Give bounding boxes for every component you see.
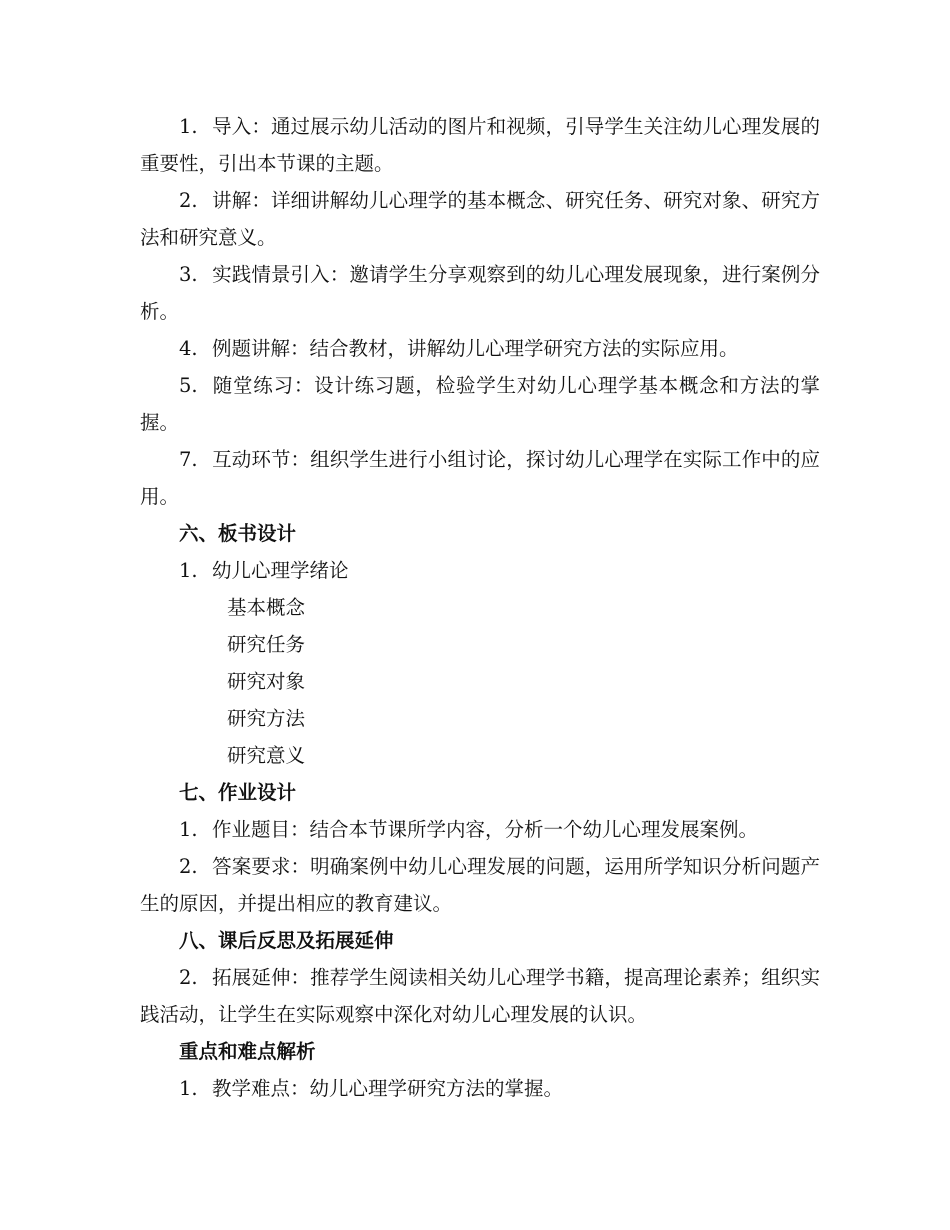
- homework-item-1: 1. 作业题目：结合本节课所学内容，分析一个幼儿心理发展案例。: [179, 818, 759, 841]
- board-design-item: 1. 幼儿心理学绪论: [179, 559, 349, 582]
- process-item-3: 3. 实践情景引入：邀请学生分享观察到的幼儿心理发展现象，进行案例分析。: [140, 263, 820, 323]
- section-heading-reflection: 八、课后反思及拓展延伸: [179, 929, 394, 952]
- process-item-1: 1. 导入：通过展示幼儿活动的图片和视频，引导学生关注幼儿心理发展的重要性，引出本节课的主题。: [140, 115, 820, 175]
- section-heading-key-points: 重点和难点解析: [179, 1040, 316, 1063]
- board-subitem-basic-concepts: 基本概念: [227, 596, 306, 619]
- document-body: [140, 108, 820, 1107]
- board-subitem-research-tasks: 研究任务: [227, 633, 306, 656]
- section-heading-homework: 七、作业设计: [179, 781, 297, 804]
- process-item-4: 4. 例题讲解：结合教材，讲解幼儿心理学研究方法的实际应用。: [179, 337, 739, 360]
- process-item-7: 7. 互动环节：组织学生进行小组讨论，探讨幼儿心理学在实际工作中的应用。: [140, 448, 820, 508]
- board-subitem-research-significance: 研究意义: [227, 744, 306, 767]
- process-item-5: 5. 随堂练习：设计练习题，检验学生对幼儿心理学基本概念和方法的掌握。: [140, 374, 820, 434]
- section-heading-board-design: 六、板书设计: [179, 522, 297, 545]
- process-item-2: 2. 讲解：详细讲解幼儿心理学的基本概念、研究任务、研究对象、研究方法和研究意义。: [140, 189, 820, 249]
- key-points-item-1: 1. 教学难点：幼儿心理学研究方法的掌握。: [179, 1077, 564, 1100]
- board-subitem-research-objects: 研究对象: [227, 670, 306, 693]
- homework-item-2: 2. 答案要求：明确案例中幼儿心理发展的问题，运用所学知识分析问题产生的原因，并提出相应的教育建议。: [140, 855, 820, 915]
- reflection-item-2: 2. 拓展延伸：推荐学生阅读相关幼儿心理学书籍，提高理论素养；组织实践活动，让学生在实际观察中深化对幼儿心理发展的认识。: [140, 966, 820, 1026]
- board-subitem-research-methods: 研究方法: [227, 707, 306, 730]
